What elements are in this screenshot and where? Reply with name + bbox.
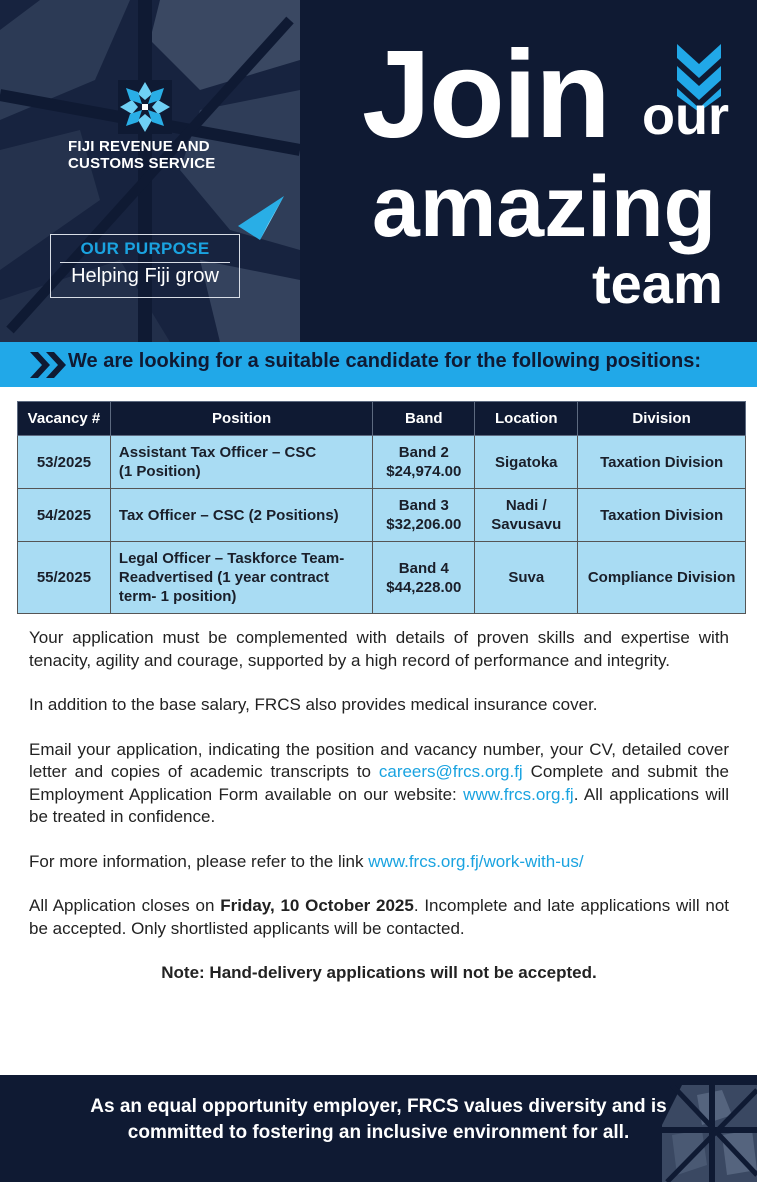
header-division: Division bbox=[578, 402, 746, 436]
application-text: Complete and submit the Employment Application Form available on our website: bbox=[29, 762, 729, 804]
header-position: Position bbox=[110, 402, 372, 436]
application-text: Email your application, indicating the position and vacancy number, your CV, detailed cover letter and copies of academic transcripts to bbox=[29, 739, 729, 781]
closing-date: Friday, 10 October 2025 bbox=[220, 896, 414, 915]
more-info-text: For more information, please refer to the link bbox=[29, 851, 369, 871]
band-label: Band 3 bbox=[398, 497, 449, 514]
band-label: Band 2 bbox=[398, 444, 449, 461]
band-salary: $32,206.00 bbox=[386, 516, 462, 533]
org-name-line1: FIJI REVENUE AND bbox=[68, 138, 210, 155]
division-cell: Taxation Division bbox=[578, 436, 746, 489]
headline-our: our bbox=[642, 86, 729, 146]
position-line: (1 Position) bbox=[118, 463, 201, 480]
table-row bbox=[18, 489, 746, 542]
location-cell bbox=[475, 436, 578, 489]
band-cell bbox=[373, 489, 475, 542]
table-row bbox=[18, 436, 746, 489]
position-line: Readvertised (1 year contract bbox=[118, 569, 330, 586]
location-line: Savusavu bbox=[491, 516, 562, 533]
position-line: term- 1 position) bbox=[118, 588, 237, 605]
work-with-us-link[interactable]: www.frcs.org.fj/work-with-us/ bbox=[368, 851, 584, 871]
position-title bbox=[110, 489, 372, 542]
hand-delivery-note: Note: Hand-delivery applications will not be accepted. bbox=[161, 963, 597, 982]
position-title bbox=[110, 542, 372, 614]
position-line: Legal Officer – Taskforce Team- bbox=[118, 550, 345, 567]
band-salary: $24,974.00 bbox=[386, 463, 462, 480]
frcs-logo-icon bbox=[118, 80, 172, 134]
double-arrow-right-icon bbox=[30, 352, 70, 378]
headline-amazing: amazing bbox=[372, 159, 717, 255]
footer-section bbox=[0, 1075, 757, 1182]
headline-team: team bbox=[592, 252, 723, 315]
purpose-text: Helping Fiji grow bbox=[71, 265, 219, 287]
decorative-triangle-icon bbox=[238, 196, 284, 240]
closing-text: . Incomplete and late applications will not be accepted. Only shortlisted applicants will be contacted. bbox=[29, 896, 730, 938]
vacancy-number: 55/2025 bbox=[18, 542, 111, 614]
org-name-line2: CUSTOMS SERVICE bbox=[68, 155, 216, 172]
closing-date-paragraph bbox=[29, 895, 729, 940]
band-cell bbox=[373, 436, 475, 489]
table-row bbox=[18, 542, 746, 614]
website-link[interactable]: www.frcs.org.fj bbox=[463, 784, 574, 804]
equal-opportunity-statement bbox=[0, 1094, 757, 1146]
location-line: Sigatoka bbox=[494, 453, 558, 471]
division-cell: Compliance Division bbox=[578, 542, 746, 614]
purpose-divider bbox=[60, 262, 230, 263]
location-line: Suva bbox=[508, 569, 545, 586]
footer-line1: As an equal opportunity employer, FRCS values diversity and is bbox=[90, 1096, 667, 1117]
vacancy-number: 54/2025 bbox=[18, 489, 111, 542]
band-cell bbox=[373, 542, 475, 614]
organization-name bbox=[68, 138, 228, 172]
footer-line2: committed to fostering an inclusive environment for all. bbox=[127, 1122, 630, 1143]
benefits-paragraph: In addition to the base salary, FRCS also provides medical insurance cover. bbox=[29, 695, 598, 714]
body-content bbox=[29, 627, 729, 1007]
requirements-paragraph: Your application must be complemented with details of proven skills and expertise with tenacity, agility and courage, supported by a high record of performance and integrity. bbox=[29, 628, 729, 670]
band-label: Band 4 bbox=[398, 559, 449, 577]
application-paragraph bbox=[29, 739, 729, 829]
vacancy-number: 53/2025 bbox=[18, 436, 111, 489]
table-header-row bbox=[18, 402, 746, 436]
purpose-box bbox=[50, 234, 240, 298]
more-info-paragraph bbox=[29, 851, 729, 874]
purpose-title: OUR PURPOSE bbox=[80, 239, 210, 258]
location-line: Nadi / bbox=[505, 497, 547, 514]
division-cell: Taxation Division bbox=[578, 489, 746, 542]
location-cell bbox=[475, 542, 578, 614]
careers-email-link[interactable]: careers@frcs.org.fj bbox=[378, 762, 523, 781]
header-vacancy: Vacancy # bbox=[18, 402, 111, 436]
header-location: Location bbox=[475, 402, 578, 436]
position-line: Assistant Tax Officer – CSC bbox=[118, 444, 317, 461]
application-text: . All applications will be treated in confidence. bbox=[29, 784, 729, 826]
positions-banner bbox=[0, 342, 757, 387]
band-salary: $44,228.00 bbox=[386, 578, 462, 596]
banner-text: We are looking for a suitable candidate for the following positions: bbox=[68, 350, 702, 372]
vacancies-table bbox=[17, 401, 746, 614]
position-title bbox=[110, 436, 372, 489]
headline-join: Join bbox=[362, 26, 609, 164]
closing-text: All Application closes on bbox=[29, 896, 221, 915]
header-section bbox=[0, 0, 757, 342]
position-line: Tax Officer – CSC (2 Positions) bbox=[118, 506, 339, 524]
header-band: Band bbox=[373, 402, 475, 436]
location-cell bbox=[475, 489, 578, 542]
